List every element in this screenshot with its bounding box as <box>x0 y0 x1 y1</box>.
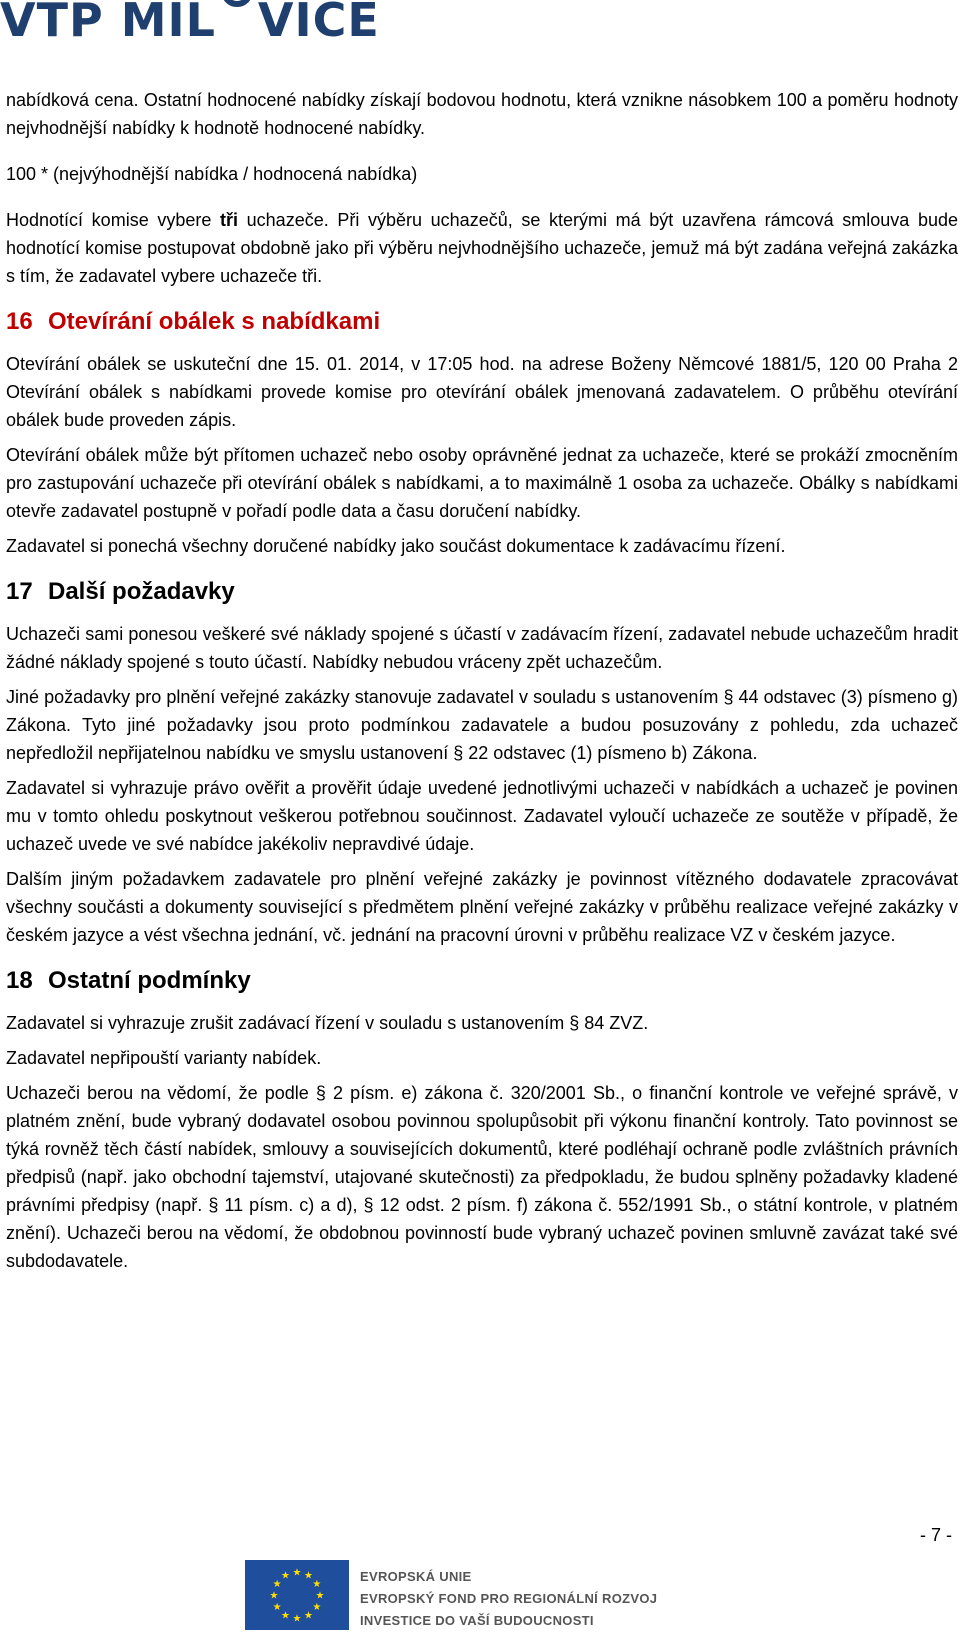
eu-star: ★ <box>272 1579 282 1590</box>
eu-line: INVESTICE DO VAŠÍ BUDOUCNOSTI <box>360 1613 594 1628</box>
eu-star: ★ <box>312 1602 322 1613</box>
section-title: Ostatní podmínky <box>48 967 251 994</box>
section-16-paragraph: Otevírání obálek může být přítomen uchazeč nebo osoby oprávněné jednat za uchazeče, které se prokáží zmocněním pro zastupování uchazeče při otevírání obálek s nabídkami, a to maximálně 1 osoba za uchazeče. Obálky s nabídkami otevře zadavatel postupně v pořadí podle data a času doručení nabídky. <box>6 445 958 521</box>
selection-bold-count: tři <box>220 210 239 230</box>
eu-star: ★ <box>269 1590 279 1602</box>
eu-star: ★ <box>292 1567 302 1579</box>
section-number: 17 <box>6 578 33 605</box>
eu-flag-icon <box>245 1560 349 1630</box>
section-17-heading <box>6 576 958 608</box>
logo-text-part1: VTP MIL <box>0 0 216 47</box>
logo-text-part2: VICE <box>257 0 380 47</box>
eu-line: EVROPSKÁ UNIE <box>360 1569 472 1584</box>
section-18-paragraph: Zadavatel si vyhrazuje zrušit zadávací řízení v souladu s ustanovením § 84 ZVZ. <box>6 1013 649 1033</box>
vtp-milovice-logo <box>0 0 380 47</box>
section-number: 18 <box>6 967 33 994</box>
eu-star: ★ <box>281 1610 290 1622</box>
page-number: - 7 - <box>919 1525 952 1545</box>
eu-star: ★ <box>304 1570 313 1582</box>
selection-paragraph <box>6 206 958 290</box>
section-18-paragraph: Zadavatel nepřipouští varianty nabídek. <box>6 1048 322 1068</box>
eu-funding-text <box>360 1566 657 1632</box>
power-symbol-icon <box>216 0 258 36</box>
formula-paragraph: 100 * (nejvýhodnější nabídka / hodnocená nabídka) <box>6 164 418 184</box>
intro-paragraph: nabídková cena. Ostatní hodnocené nabídky získají bodovou hodnotu, která vznikne násobkem 100 a poměru hodnoty nejvhodnější nabídky k hodnotě hodnocené nabídky. <box>6 90 958 138</box>
eu-star: ★ <box>292 1613 302 1625</box>
section-17-paragraph: Zadavatel si vyhrazuje právo ověřit a prověřit údaje uvedené jednotlivými uchazeči v nabídkách a uchazeč je povinen mu v tomto ohledu poskytnout veškerou potřebnou součinnost. Zadavatel vyloučí uchazeče ze soutěže v případě, že uchazeč uvede ve své nabídce jakékoliv nepravdivé údaje. <box>6 778 958 854</box>
selection-text-after: uchazeče. Při výběru uchazečů, se kterými má být uzavřena rámcová smlouva bude hodnotící komise postupovat obdobně jako při výběru nejvhodnějšího uchazeče, jemuž má být zadána veřejná zakázka s tím, že zadavatel vybere uchazeče tři. <box>6 210 959 286</box>
section-17-paragraph: Dalším jiným požadavkem zadavatele pro plnění veřejné zakázky je povinnost vítězného dodavatele zpracovávat všechny součásti a dokumenty související s předmětem plnění veřejné zakázky v průběhu realizace veřejné zakázky v českém jazyce a vést všechna jednání, vč. jednání na pracovní úrovni v průběhu realizace VZ v českém jazyce. <box>6 869 958 945</box>
eu-star: ★ <box>281 1570 290 1582</box>
section-18-paragraph: Uchazeči berou na vědomí, že podle § 2 písm. e) zákona č. 320/2001 Sb., o finanční kontrole ve veřejné správě, v platném znění, bude vybraný dodavatel osobou povinnou spolupůsobit při výkonu finanční kontroly. Tato povinnost se týká rovněž těch částí nabídek, smlouvy a souvisejících dokumentů, které podléhají ochraně podle zvláštních právních předpisů (např. jako obchodní tajemství, utajované skutečnosti) za předpokladu, že budou splněny požadavky kladené právními předpisy (např. § 11 písm. c) a d), § 12 odst. 2 písm. f) zákona č. 552/1991 Sb., o státní kontrole, v platném znění). Uchazeči berou na vědomí, že obdobnou povinností bude vybraný uchazeč povinen smluvně zavázat také své subdodavatele. <box>6 1083 958 1271</box>
section-title: Otevírání obálek s nabídkami <box>48 308 381 335</box>
section-16-paragraph: Zadavatel si ponechá všechny doručené nabídky jako součást dokumentace k zadávacímu řízení. <box>6 536 786 556</box>
eu-star: ★ <box>304 1610 313 1622</box>
document-body <box>6 86 958 1282</box>
section-number: 16 <box>6 308 33 335</box>
section-17-paragraph: Uchazeči sami ponesou veškeré své náklady spojené s účastí v zadávacím řízení, zadavatel nebude uchazečům hradit žádné náklady spojené s touto účastí. Nabídky nebudou vráceny zpět uchazečům. <box>6 624 958 672</box>
eu-star: ★ <box>315 1590 325 1602</box>
section-title: Další požadavky <box>48 578 235 605</box>
section-16-paragraph: Otevírání obálek se uskuteční dne 15. 01. 2014, v 17:05 hod. na adrese Boženy Němcové 1881/5, 120 00 Praha 2 Otevírání obálek s nabídkami provede komise pro otevírání obálek jmenovaná zadavatelem. O průběhu otevírání obálek bude proveden zápis. <box>6 354 958 430</box>
eu-star: ★ <box>312 1579 322 1590</box>
eu-star: ★ <box>272 1602 282 1613</box>
section-17-paragraph: Jiné požadavky pro plnění veřejné zakázky stanovuje zadavatel v souladu s ustanovením § 44 odstavec (3) písmeno g) Zákona. Tyto jiné požadavky jsou proto podmínkou zadavatele a budou posuzovány z pohledu, zda uchazeč nepředložil nepřijatelnou nabídku ve smyslu ustanovení § 22 odstavec (1) písmeno b) Zákona. <box>6 687 958 763</box>
eu-line: EVROPSKÝ FOND PRO REGIONÁLNÍ ROZVOJ <box>360 1591 658 1606</box>
section-16-heading <box>6 306 958 338</box>
section-18-heading <box>6 965 958 997</box>
selection-text-before: Hodnotící komise vybere <box>6 210 221 230</box>
